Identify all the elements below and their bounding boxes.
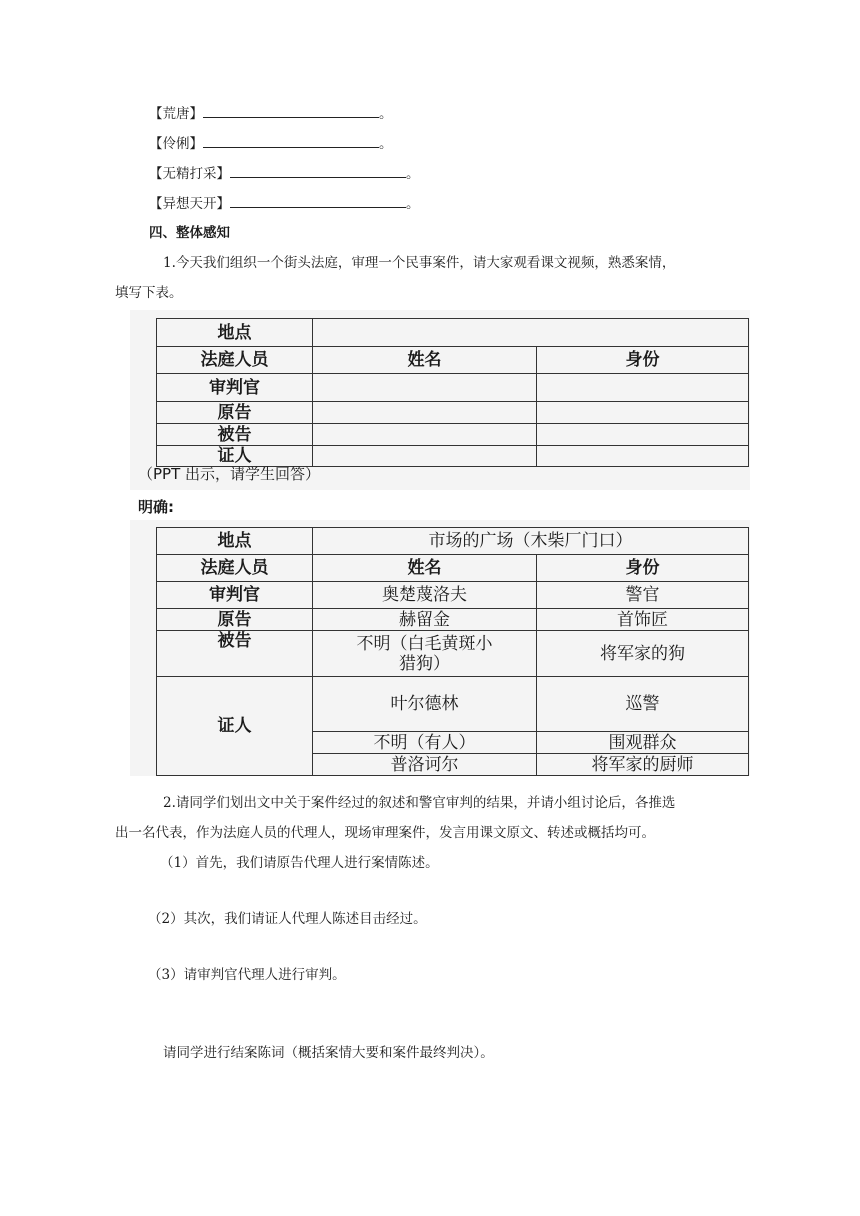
vocab-end: 。 bbox=[406, 196, 420, 212]
witness-1-identity: 巡警 bbox=[537, 677, 749, 732]
place-value: 市场的广场（木柴厂门口） bbox=[313, 528, 749, 555]
col-header-identity: 身份 bbox=[537, 347, 749, 374]
question-1-line-1: 1.今天我们组织一个街头法庭，审理一个民事案件，请大家观看课文视频，熟悉案情， bbox=[163, 255, 676, 271]
blank-cell[interactable] bbox=[537, 446, 749, 467]
ppt-note: （PPT 出示，请学生回答） bbox=[138, 465, 321, 483]
blank-cell[interactable] bbox=[313, 446, 537, 467]
row-label-witness: 证人 bbox=[157, 446, 313, 467]
col-header-name: 姓名 bbox=[313, 347, 537, 374]
row-label-defendant: 被告 bbox=[157, 631, 313, 677]
defendant-name-line-2: 猎狗） bbox=[399, 653, 450, 674]
vocab-term: 【异想天开】 bbox=[149, 196, 230, 212]
case-table-blank bbox=[156, 318, 749, 467]
row-label-plaintiff: 原告 bbox=[157, 609, 313, 631]
question-2-line-1: 2.请同学们划出文中关于案件经过的叙述和警官审判的结果，并请小组讨论后，各推选 bbox=[163, 795, 676, 811]
answer-blank[interactable] bbox=[230, 164, 406, 178]
question-1-line-2: 填写下表。 bbox=[115, 285, 183, 301]
blank-cell[interactable] bbox=[537, 402, 749, 424]
witness-1-name: 叶尔德林 bbox=[313, 677, 537, 732]
row-label-place: 地点 bbox=[157, 319, 313, 347]
answer-blank[interactable] bbox=[203, 104, 379, 118]
col-header-name: 姓名 bbox=[313, 555, 537, 582]
answer-blank[interactable] bbox=[230, 194, 406, 208]
row-label-defendant: 被告 bbox=[157, 424, 313, 446]
vocab-end: 。 bbox=[406, 166, 420, 182]
step-1: （1）首先，我们请原告代理人进行案情陈述。 bbox=[160, 855, 439, 871]
blank-cell[interactable] bbox=[313, 374, 537, 402]
judge-identity: 警官 bbox=[537, 582, 749, 609]
blank-cell[interactable] bbox=[313, 402, 537, 424]
row-label-witness: 证人 bbox=[157, 677, 313, 776]
answer-label: 明确: bbox=[138, 498, 174, 516]
vocab-item-wujingdacai bbox=[149, 164, 420, 183]
witness-3-identity: 将军家的厨师 bbox=[537, 754, 749, 776]
blank-cell[interactable] bbox=[537, 424, 749, 446]
vocab-term: 【伶俐】 bbox=[149, 136, 203, 152]
blank-cell[interactable] bbox=[313, 424, 537, 446]
step-3: （3）请审判官代理人进行审判。 bbox=[148, 967, 346, 983]
col-header-identity: 身份 bbox=[537, 555, 749, 582]
section-heading: 四、整体感知 bbox=[149, 225, 230, 241]
question-2-line-2: 出一名代表，作为法庭人员的代理人，现场审理案件，发言用课文原文、转述或概括均可。 bbox=[115, 825, 655, 841]
witness-2-name: 不明（有人） bbox=[313, 732, 537, 754]
defendant-name bbox=[313, 631, 537, 677]
row-label-plaintiff: 原告 bbox=[157, 402, 313, 424]
answer-blank[interactable] bbox=[203, 134, 379, 148]
vocab-term: 【无精打采】 bbox=[149, 166, 230, 182]
blank-cell[interactable] bbox=[537, 374, 749, 402]
defendant-name-line-1: 不明（白毛黄斑小 bbox=[356, 633, 493, 654]
row-label-judge: 审判官 bbox=[157, 582, 313, 609]
plaintiff-name: 赫留金 bbox=[313, 609, 537, 631]
vocab-end: 。 bbox=[379, 106, 393, 122]
vocab-end: 。 bbox=[379, 136, 393, 152]
defendant-identity: 将军家的狗 bbox=[537, 631, 749, 677]
witness-3-name: 普洛诃尔 bbox=[313, 754, 537, 776]
plaintiff-identity: 首饰匠 bbox=[537, 609, 749, 631]
step-2: （2）其次，我们请证人代理人陈述目击经过。 bbox=[148, 911, 427, 927]
witness-2-identity: 围观群众 bbox=[537, 732, 749, 754]
judge-name: 奥楚蔑洛夫 bbox=[313, 582, 537, 609]
row-label-judge: 审判官 bbox=[157, 374, 313, 402]
vocab-item-yixiangtiankai bbox=[149, 194, 420, 213]
closing-prompt: 请同学进行结案陈词（概括案情大要和案件最终判决）。 bbox=[163, 1045, 494, 1061]
vocab-item-huangtang bbox=[149, 104, 393, 123]
row-label-court-staff: 法庭人员 bbox=[157, 347, 313, 374]
blank-cell[interactable] bbox=[313, 319, 749, 347]
row-label-place: 地点 bbox=[157, 528, 313, 555]
row-label-court-staff: 法庭人员 bbox=[157, 555, 313, 582]
vocab-item-linli bbox=[149, 134, 393, 153]
vocab-term: 【荒唐】 bbox=[149, 106, 203, 122]
case-table-answers bbox=[156, 527, 749, 776]
